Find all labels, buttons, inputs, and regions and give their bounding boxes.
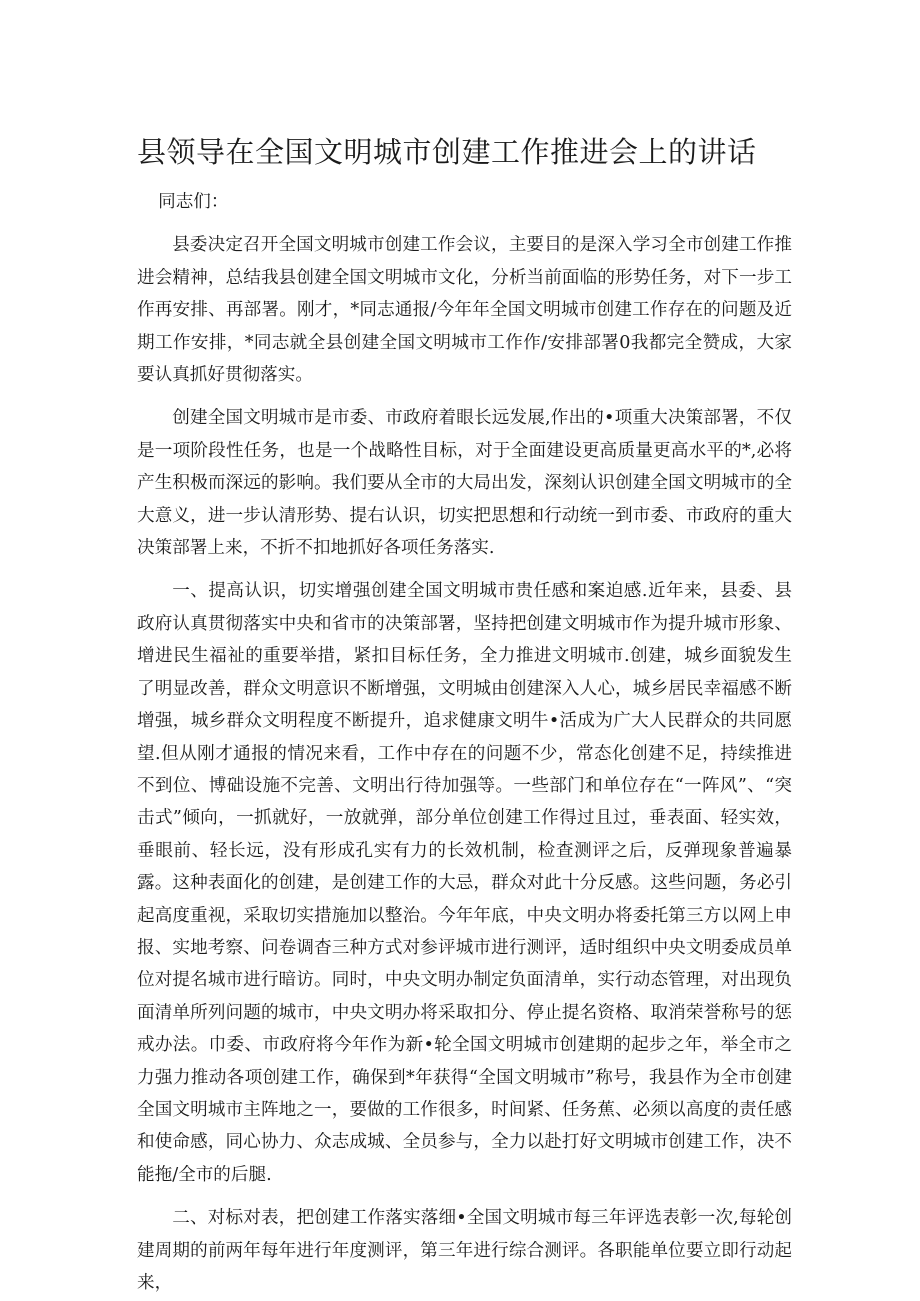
paragraph-3: 一、提高认识，切实增强创建全国文明城市贵任感和案迫感.近年来，县委、县政府认真贯彻落实中央和省市的决策部署，坚持把创建文明城市作为提升城市形象、增进民生福祉的重要举措，紧扣目标任务，全力推进文明城市.创建，城乡面貌发生了明显改善，群众文明意识不断增强，文明城由创建深入人心，城乡居民幸福感不断增强，城乡群众文明程度不断提升，追求健康文明牛•活成为广大人民群众的共同愿望.但从刚才通报的情况来看，工作中存在的问题不少，常态化创建不足，持续推进不到位、博础设施不完善、文明出行待加强等。一些部门和单位存在“一阵风”、“突击式”倾向，一抓就好，一放就弹，部分单位创建工作得过且过，垂表面、轻实效，垂眼前、轻长远，没有形成孔实有力的长效机制，检查测评之后，反弹现象普遍暴露。这种表面化的创建，是创建工作的大忌，群众对此十分反感。这些问题，务必引起高度重视，采取切实措施加以整治。今年年底，中央文明办将委托第三方以网上申报、实地考察、问卷调杳三种方式对参评城市进行测评，适时组织中央文明委成员单位对提名城市进行暗访。同时，中央文明办制定负面清单，实行动态管理，对出现负面清单所列问题的城市，中央文明办将采取扣分、停止提名资格、取消荣誉称号的惩戒办法。巾委、市政府将今年作为新•轮全国文明城市创建期的起步之年，举全市之力强力推动各项创建工作，确保到*年获得“全国文明城市”称号，我县作为全市创建全国文明城市主阵地之一，要做的工作很多，时间紧、任务蕉、必须以高度的责任感和使命感，同心协力、众志成城、全员参与，全力以赴打好文明城市创建工作，决不能拖/全市的后腿. [137,581,792,1185]
document-title: 县领导在全国文明城市创建工作推进会上的讲话 [137,135,757,169]
paragraph-4: 二、对标对表，把创建工作落实落细•全国文明城市每三年评选表彰一次,每轮创建周期的前两年每年进行年度测评，第三年进行综合测评。各职能单位要立即行动起来， [137,1208,792,1293]
document-body [137,186,792,1299]
paragraph-1: 县委决定召开全国文明城市创建工作会议，主要目的是深入学习全市创建工作推进会精神，总结我县创建全国文明城市文化，分析当前面临的形势任务，对下一步工作再安排、再部署。刚才，*同志通报/今年年全国文明城市创建工作存在的问题及近期工作安排，*同志就全县创建全国文明城市工作作/安排部署0我都完全赞成，大家要认真抓好贯彻落实。 [137,235,792,386]
paragraph-2: 创建全国文明城市是市委、市政府着眼长远发展,作出的•项重大决策部署，不仅是一项阶段性任务，也是一个战略性目标，对于全面建设更高质量更高水平的*,必将产生积极而深远的影响。我们要从全市的大局出发，深刻认识创建全国文明城市的全大意义，进一步认清形势、提右认识，切实把思想和行动统一到市委、市政府的重大决策部署上来，不折不扣地抓好各项任务落实. [137,408,792,559]
salutation: 同志们： [158,192,229,212]
